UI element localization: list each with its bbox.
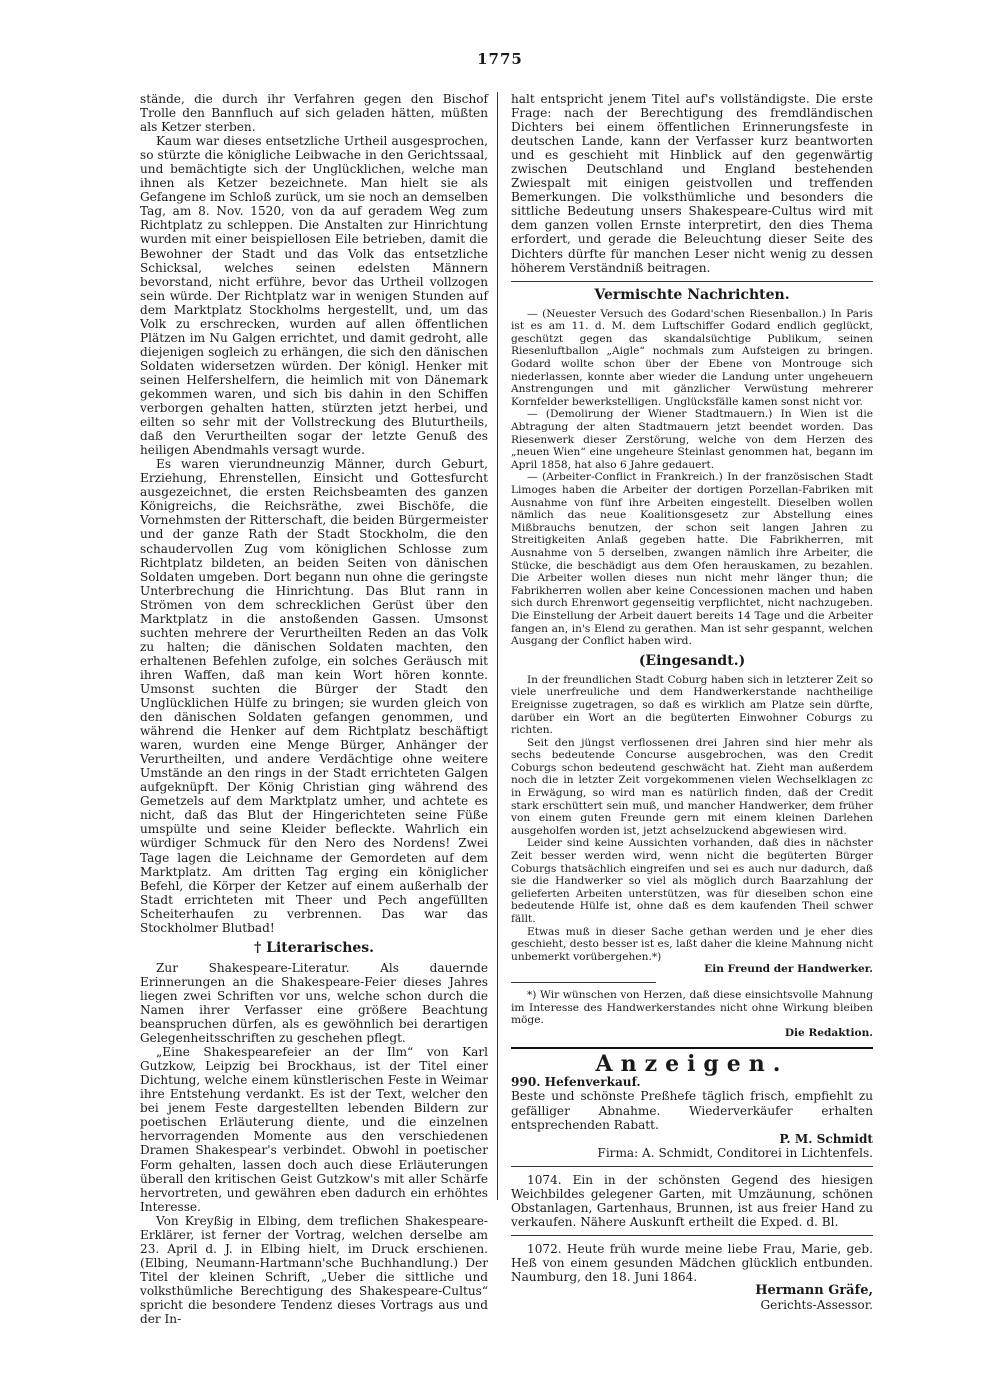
news-item: — (Demolirung der Wiener Stadtmauern.) In Wien ist die Abtragung der alten Stadtmauern jetzt beendet worden. Das Riesenwerk dieser Zerstörung, welche von dem Herzen des „neuen Wien“ eine ungeheure Steinlast genommen hat, begann im April 1858, hat also 6 Jahre gedauert. <box>511 408 873 471</box>
divider <box>511 982 656 983</box>
page-number: 1775 <box>477 50 523 68</box>
ad-990-text: Beste und schönste Preßhefe täglich frisch, empfiehlt zu gefälliger Abnahme. Wiederverkäufer erhalten entsprechenden Rabatt. <box>511 1089 873 1132</box>
submitted-heading: (Eingesandt.) <box>638 652 746 669</box>
divider <box>511 1047 873 1049</box>
history-paragraph: Es waren vierundneunzig Männer, durch Geburt, Erziehung, Ehrenstellen, Einsicht und Gottesfurcht ausgezeichnet, die ersten Reichsbeamten des ganzen Königreichs, die Reichsräthe, zwei Bischöfe, die Vornehmsten der Ritterschaft, die beiden Bürgermeister und der ganze Rath der Stadt Stockholm, die den schaudervollen Zug vom königlichen Schlosse zum Richtplatz bildeten, an beiden Seiten von dänischen Soldaten umgeben. Dort begann nun ohne die geringste Unterbrechung die Hinrichtung. Das Blut rann in Strömen von dem schrecklichen Gerüst über den Marktplatz in die anstoßenden Gassen. Umsonst suchten mehrere der Verurtheilten Reden an das Volk zu halten; die dänischen Soldaten machten, den erhaltenen Befehlen zufolge, ein solches Geräusch mit ihren Waffen, daß man kein Wort hören konnte. Umsonst suchten die Bürger der Stadt den Unglücklichen Hülfe zu bringen; sie wurden gleich von den dänischen Soldaten gefangen genommen, und während die Henker auf dem Richtplatz beschäftigt waren, wurden eine Menge Bürger, Anhänger der Verurtheilten, und andere Verdächtige ohne weitere Umstände an den rings in der Stadt errichteten Galgen aufgeknüpft. Der König Christian ging während des Gemetzels auf dem Marktplatz umher, und achtete es nicht, daß das Blut der Hingerichteten seine Füße umspülte und seine Kleider befleckte. Wahrlich ein würdiger Schmuck für den Nero des Nordens! Zwei Tage lagen die Leichname der Gemordeten auf dem Marktplatz. Am dritten Tag erging ein königlicher Befehl, die Körper der Ketzer auf einem außerhalb der Stadt errichteten mit Theer und Pech angefüllten Scheiterhaufen zu verbrennen. Das war das Stockholmer Blutbad! <box>140 457 488 935</box>
ad-1072-name: Hermann Gräfe, <box>755 1283 873 1299</box>
ad-990-name: P. M. Schmidt <box>779 1131 873 1146</box>
submitted-signature: Ein Freund der Handwerker. <box>704 963 873 976</box>
ad-990-title: 990. Hefenverkauf. <box>511 1075 641 1090</box>
divider <box>511 1166 873 1167</box>
ad-1072: 1072. Heute früh wurde meine liebe Frau, Marie, geb. Heß von einem gesunden Mädchen glücklich entbunden. Naumburg, den 18. Juni 1864. <box>511 1241 873 1284</box>
editor-signature: Die Redaktion. <box>784 1026 873 1039</box>
history-paragraph: stände, die durch ihr Verfahren gegen den Bischof Trolle den Bannfluch auf sich geladen hätten, müßten als Ketzer sterben. <box>140 92 488 135</box>
news-item: — (Arbeiter-Conflict in Frankreich.) In der französischen Stadt Limoges haben die Arbeiter der dortigen Porzellan-Fabriken mit Ausnahme von fünf ihre Arbeiten eingestellt. Dieselben wollen nämlich das neue Koalitionsgesetz zur Abstellung eines Mißbrauchs benutzen, der schon seit langen Jahren zu Streitigkeiten Anlaß gegeben hatte. Die Fabrikherren, mit Ausnahme von 5 derselben, zwangen nämlich ihre Arbeiter, die Stücke, die beschädigt aus dem Ofen herauskamen, zu bezahlen. Die Arbeiter wollen dieses nun nicht mehr länger thun; die Fabrikherren wollen aber keine Concessionen machen und haben sich durch Ehrenwort gegenseitig verpflichtet, nicht nachzugeben. Die Einstellung der Arbeit dauert bereits 14 Tage und die Arbeiter fangen an, in's Elend zu gerathen. Man ist sehr gespannt, welchen Ausgang der Conflict haben wird. <box>511 471 873 648</box>
literary-paragraph: „Eine Shakespearefeier an der Ilm“ von Karl Gutzkow, Leipzig bei Brockhaus, ist der Titel einer Dichtung, welche einem künstlerischen Feste in Weimar ihre Entstehung verdankt. Es ist der Text, welcher den bei jenem Feste dargestellten lebenden Bildern zur poetischen Erläuterung diente, und die einzelnen hervorragenden Momente aus den verschiedenen Dramen Shakespear's verbindet. Obwohl in poetischer Form gehalten, lassen doch auch diese Erläuterungen überall den kritischen Geist Gutzkow's mit aller Schärfe hervortreten, und gewähren eben dadurch ein erhöhtes Interesse. <box>140 1045 488 1214</box>
ad-990-firm: Firma: A. Schmidt, Conditorei in Lichtenfels. <box>597 1145 873 1160</box>
literary-heading: † Literarisches. <box>253 939 375 956</box>
submitted-paragraph: Etwas muß in dieser Sache gethan werden und je eher dies geschieht, desto besser ist es, laßt daher die kleine Mahnung nicht unbemerkt vorübergehen.*) <box>511 925 873 963</box>
ads-heading: Anzeigen. <box>595 1051 789 1078</box>
column-divider <box>497 92 498 1200</box>
misc-news-heading: Vermischte Nachrichten. <box>594 286 790 303</box>
history-paragraph: Kaum war dieses entsetzliche Urtheil ausgesprochen, so stürzte die königliche Leibwache in den Gerichtssaal, und bemächtigte sich der Unglücklichen, welche man ihnen als Ketzer bezeichnete. Man hielt sie als Gefangene im Schloß zurück, um sie noch an demselben Tag, am 8. Nov. 1520, von da auf geradem Weg zum Richtplatz zu schleppen. Die Anstalten zur Hinrichtung wurden mit einer beispiellosen Eile betrieben, damit die Bewohner der Stadt und das Volk das entsetzliche Schicksal, welches seinen edelsten Männern bevorstand, nicht erführe, bevor das Urtheil vollzogen sein würde. Der Richtplatz war in wenigen Stunden auf dem Marktplatz Stockholms hergestellt, und, um das Volk zu erschrecken, wurden auf allen öffentlichen Plätzen im Nu Galgen errichtet, und damit gedroht, alle diejenigen sogleich zu erhängen, die sich den dänischen Soldaten widersetzen würden. Der königl. Henker mit seinen Helfershelfern, die heimlich mit von Dänemark gekommen waren, und sich bis dahin in den Schiffen verborgen gehalten hatten, stürzten jetzt herbei, und eilten so sehr mit der Vollstreckung des Bluturtheils, daß den Verurtheilten sogar der letzte Genuß des heiligen Abendmahls versagt wurde. <box>140 134 488 458</box>
divider <box>511 281 873 282</box>
right-column <box>511 92 873 1312</box>
editor-footnote: *) Wir wünschen von Herzen, daß diese einsichtsvolle Mahnung im Interesse des Handwerkerstandes nicht ohne Wirkung bleiben möge. <box>511 988 873 1027</box>
submitted-paragraph: Seit den jüngst verflossenen drei Jahren sind hier mehr als sechs bedeutende Concurse ausgebrochen, was den Credit Coburgs schon bedeutend geschwächt hat. Zieht man außerdem noch die in letzter Zeit vorgekommenen vielen Wechselklagen zc in Erwägung, so wird man es natürlich finden, daß der Credit stark erschüttert sein muß, und mancher Handwerker, dem früher von einem guten Freunde gern mit einem kleinen Darlehen ausgeholfen worden ist, jetzt achselzuckend abgewiesen wird. <box>511 736 873 837</box>
submitted-paragraph: Leider sind keine Aussichten vorhanden, daß dies in nächster Zeit besser werden wird, wenn nicht die begüterten Bürger Coburgs thatsächlich eingreifen und sei es auch nur dadurch, daß sie die Handwerker so viel als möglich durch Baarzahlung der gelieferten Arbeiten unterstützen, was für dieselben schon eine bedeutende Hülfe ist, ohne daß es dem kaufenden Theil schwer fällt. <box>511 837 873 926</box>
literary-paragraph: halt entspricht jenem Titel auf's vollständigste. Die erste Frage: nach der Berechtigung des fremdländischen Dichters bei einem öffentlichen Erinnerungsfeste in deutschen Lande, kann der Verfasser kurz beantworten und es geschieht mit Hinblick auf den gegenwärtig zwischen Deutschland und England bestehenden Zwiespalt mit einigen geistvollen und treffenden Bemerkungen. Die volksthümliche und besonders die sittliche Bedeutung unsers Shakespeare-Cultus wird mit dem ganzen vollen Ernste interpretirt, den dies Thema erfordert, und gerade die Beleuchtung dieser Seite des Dichters dürfte für manchen Leser nicht wenig zu dessen höherem Verständniß beitragen. <box>511 92 873 275</box>
left-column <box>140 92 488 1326</box>
literary-paragraph: Von Kreyßig in Elbing, dem treflichen Shakespeare-Erklärer, ist ferner der Vortrag, welchen derselbe am 23. April d. J. in Elbing hielt, im Druck erschienen. (Elbing, Neumann-Hartmann'sche Buchhandlung.) Der Titel der kleinen Schrift, „Ueber die sittliche und volksthümliche Berechtigung des Shakespeare-Cultus“ spricht die besondere Tendenz dieses Vortrags aus und der In- <box>140 1213 488 1327</box>
literary-paragraph: Zur Shakespeare-Literatur. Als dauernde Erinnerungen an die Shakespeare-Feier dieses Jahres liegen zwei Schriften vor uns, welche schon durch die Namen ihrer Verfasser eine größere Beachtung beanspruchen dürfen, als es gewöhnlich bei derartigen Gelegenheitsschriften zu geschehen pflegt. <box>140 960 488 1046</box>
divider <box>511 1235 873 1236</box>
news-item: — (Neuester Versuch des Godard'schen Riesenballon.) In Paris ist es am 11. d. M. dem Luftschiffer Godard endlich geglückt, geschützt gegen das skandalsüchtige Publikum, seinen Riesenluftballon „Aigle“ nochmals zum Aufsteigen zu bringen. Godard wollte schon über der Ebene von Montrouge sich niederlassen, konnte aber wieder die Landung unter ungeheuern Anstrengungen und mit gänzlicher Verwüstung mehrerer Kornfelder bewerkstelligen. Unglücksfälle kamen sonst nicht vor. <box>511 307 873 408</box>
ad-1072-title: Gerichts-Assessor. <box>760 1298 873 1313</box>
ad-1074: 1074. Ein in der schönsten Gegend des hiesigen Weichbildes gelegener Garten, mit Umzäunung, schönen Obstanlagen, Gartenhaus, Brunnen, ist aus freier Hand zu verkaufen. Nähere Auskunft ertheilt die Exped. d. Bl. <box>511 1172 873 1229</box>
submitted-paragraph: In der freundlichen Stadt Coburg haben sich in letzterer Zeit so viele unerfreuliche und dem Handwerkerstande nachtheilige Ereignisse zugetragen, so daß es wirklich am Platze sein dürfte, darüber ein Wort an die begüterten Einwohner Coburgs zu richten. <box>511 673 873 737</box>
